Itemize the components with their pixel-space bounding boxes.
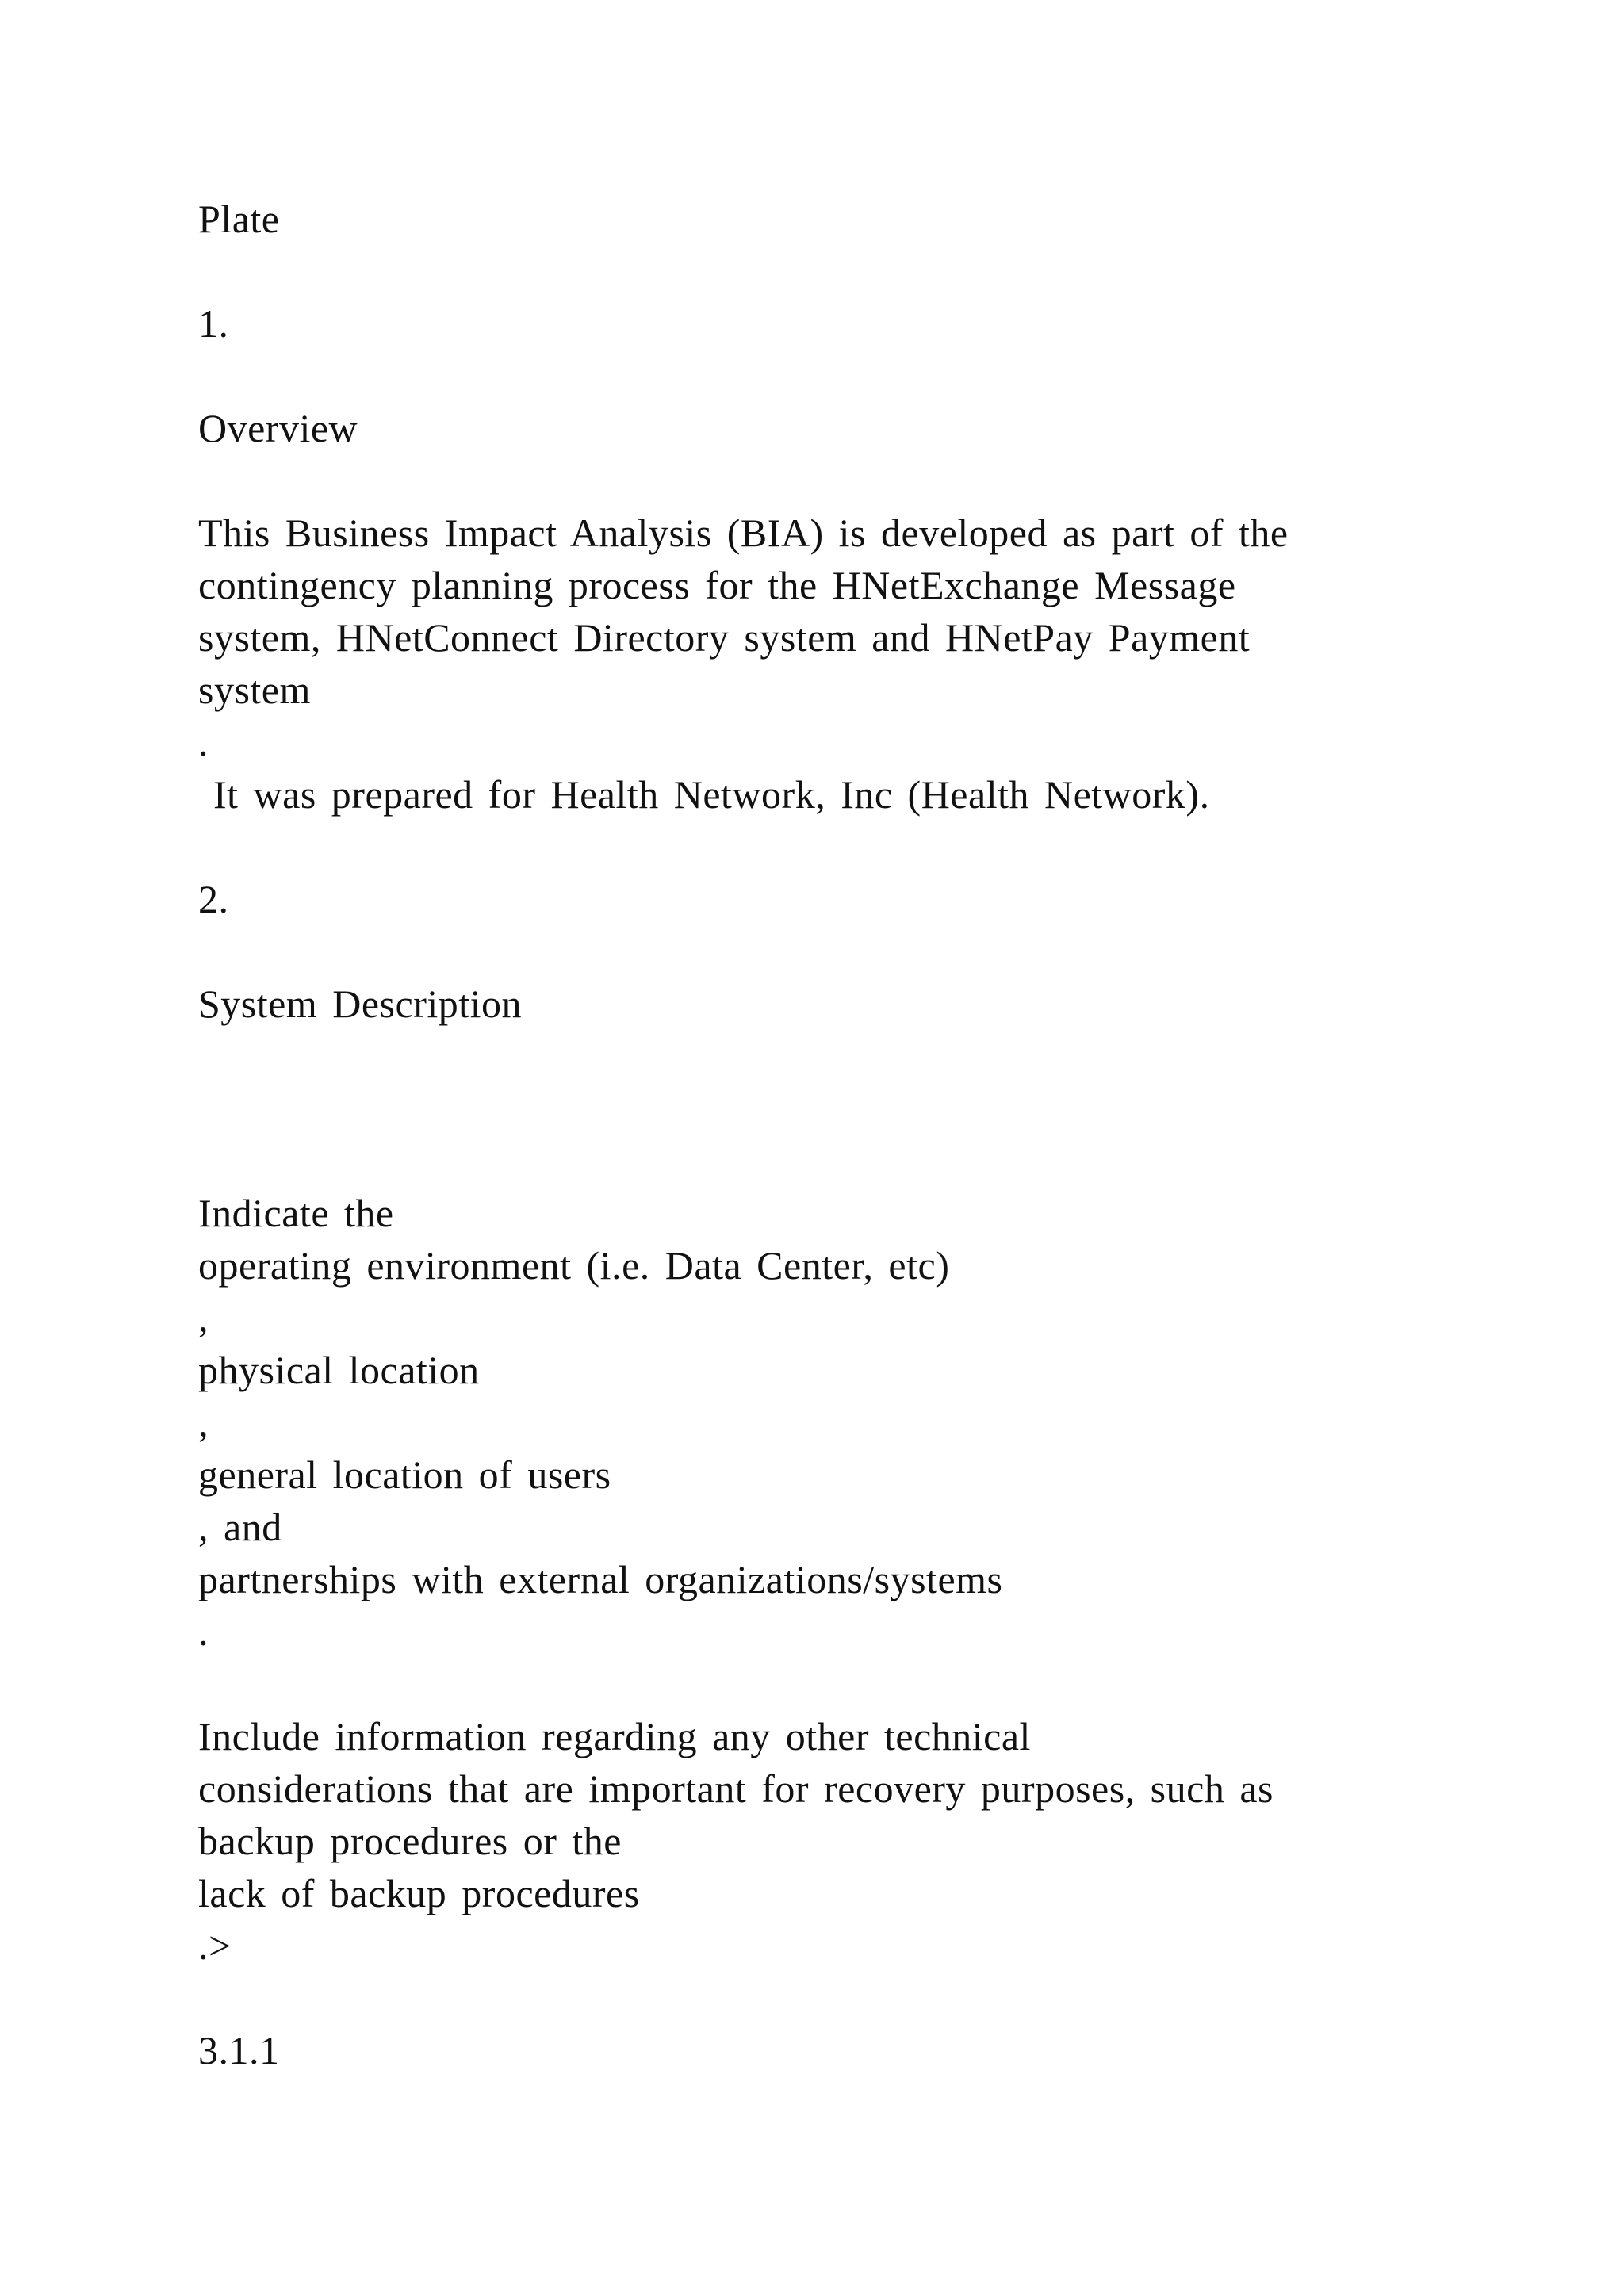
indicate-block-line: , and [198,1505,282,1549]
overview-paragraph-line: It was prepared for Health Network, Inc (Health Network). [198,772,1210,817]
document-heading: Plate [198,197,280,241]
include-block-line: lack of backup procedures [198,1871,640,1915]
include-block-line: Include information regarding any other technical [198,1714,1031,1758]
section-2-number: 2. [198,877,229,921]
indicate-block-line: operating environment (i.e. Data Center, etc) [198,1243,950,1288]
section-1-number: 1. [198,301,229,346]
include-block-line: backup procedures or the [198,1819,622,1863]
section-3-1-1-number: 3.1.1 [198,2028,280,2072]
overview-paragraph-line: system [198,668,311,712]
indicate-block-line: . [198,1609,209,1654]
indicate-block-line: , [198,1295,209,1340]
overview-paragraph-line: This Business Impact Analysis (BIA) is developed as part of the [198,511,1289,555]
indicate-block-line: physical location [198,1348,480,1392]
section-1-title: Overview [198,406,358,450]
overview-paragraph-line: . [198,720,209,764]
indicate-block-line: Indicate the [198,1191,394,1235]
indicate-block-line: partnerships with external organizations/systems [198,1557,1003,1601]
section-2-title: System Description [198,982,523,1026]
overview-paragraph-line: contingency planning process for the HNetExchange Message [198,563,1236,607]
include-block-line: considerations that are important for recovery purposes, such as [198,1766,1274,1811]
overview-paragraph-line: system, HNetConnect Directory system and HNetPay Payment [198,615,1251,660]
include-block-line: .> [198,1923,232,1968]
indicate-block-line: general location of users [198,1452,611,1497]
indicate-block-line: , [198,1400,209,1445]
